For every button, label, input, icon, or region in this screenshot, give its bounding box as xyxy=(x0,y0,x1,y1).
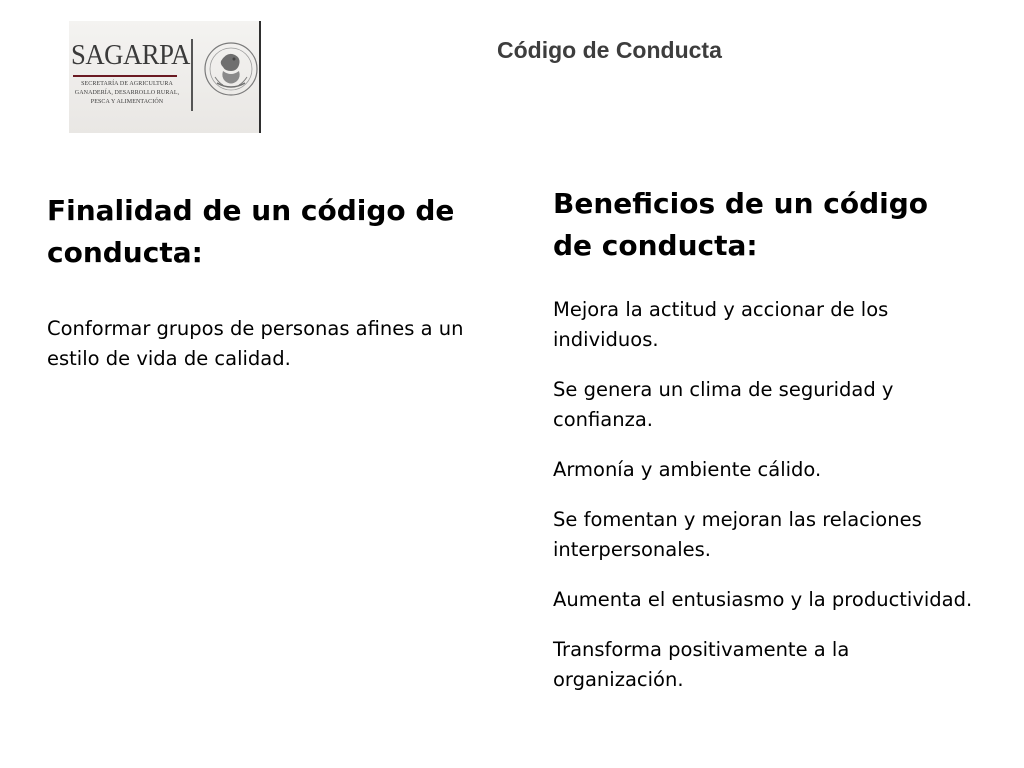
logo-divider xyxy=(191,39,193,111)
logo-brand-text: SAGARPA xyxy=(71,39,190,71)
purpose-section xyxy=(47,190,467,374)
logo-brand-rule xyxy=(73,75,177,77)
logo-subtitle-line-1: SECRETARÍA DE AGRICULTURA xyxy=(81,81,173,87)
sagarpa-logo xyxy=(69,21,261,133)
logo-subtitle-line-3: PESCA Y ALIMENTACIÓN xyxy=(90,99,164,105)
logo-subtitle-line-2: GANADERÍA, DESARROLLO RURAL, xyxy=(74,90,180,96)
purpose-text: Conformar grupos de personas afines a un estilo de vida de calidad. xyxy=(47,317,464,370)
benefits-section xyxy=(553,183,973,715)
benefit-item: Aumenta el entusiasmo y la productividad. xyxy=(553,588,973,611)
benefit-item: Se genera un clima de seguridad y confianza. xyxy=(553,378,894,431)
benefit-item: Transforma positivamente a la organización. xyxy=(553,638,850,691)
benefits-list xyxy=(553,295,973,695)
purpose-heading: Finalidad de un código de conducta: xyxy=(47,194,455,269)
benefit-item: Se fomentan y mejoran las relaciones interpersonales. xyxy=(553,508,922,561)
benefit-item: Armonía y ambiente cálido. xyxy=(553,458,822,481)
mexican-seal-icon xyxy=(203,31,259,113)
benefits-heading: Beneficios de un código de conducta: xyxy=(553,187,929,262)
logo-right-edge xyxy=(259,21,261,133)
page-title: Código de Conducta xyxy=(497,37,722,63)
benefit-item: Mejora la actitud y accionar de los individuos. xyxy=(553,298,889,351)
